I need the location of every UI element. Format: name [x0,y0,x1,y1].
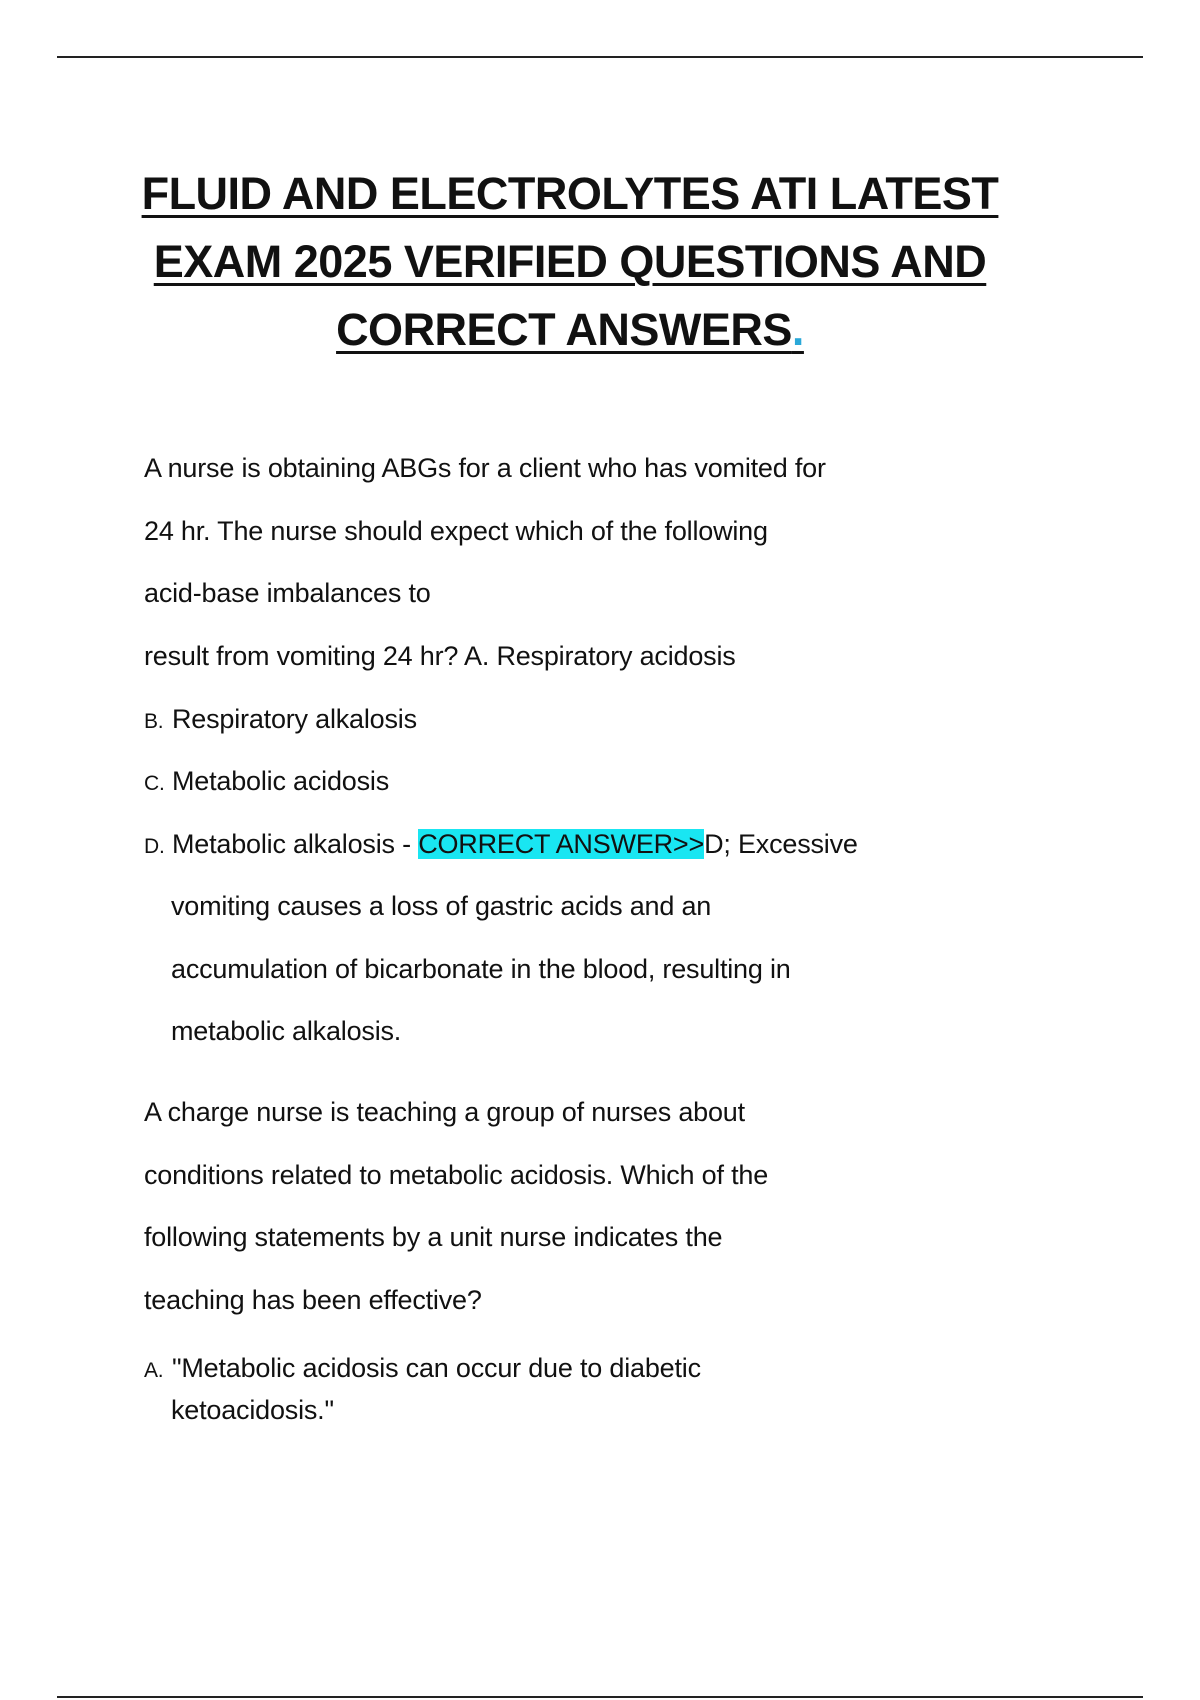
option-text: "Metabolic acidosis can occur due to diabetic [172,1353,701,1383]
option-letter: D. [144,835,165,858]
option-letter: A. [144,1359,164,1382]
correct-answer-highlight: CORRECT ANSWER>> [418,829,705,859]
title-trailing-dot: . [791,304,804,355]
q1-option-d [144,829,858,860]
q1-line-4: result from vomiting 24 hr? A. Respiratory acidosis [144,641,736,671]
answer-text: D; Excessive [704,829,858,859]
option-text: Metabolic acidosis [172,766,390,796]
option-text: Respiratory alkalosis [172,704,417,734]
q2-option-a [144,1353,701,1384]
q2-option-a-line-2: ketoacidosis." [171,1395,334,1425]
q1-rationale-line-1: vomiting causes a loss of gastric acids and an [171,891,712,921]
title-line-3 [100,296,1040,364]
q2-line-1: A charge nurse is teaching a group of nurses about [144,1097,745,1127]
option-letter: C. [144,772,165,795]
title-line-3-text: CORRECT ANSWERS [336,304,792,355]
q1-line-1: A nurse is obtaining ABGs for a client who has vomited for [144,453,826,483]
footer-rule [57,1696,1143,1698]
q1-rationale-line-3: metabolic alkalosis. [171,1016,402,1046]
q2-line-2: conditions related to metabolic acidosis. Which of the [144,1160,769,1190]
document-title [100,160,1040,364]
option-text: Metabolic alkalosis - [172,829,419,859]
option-letter: B. [144,710,164,733]
q1-option-c [144,766,389,797]
q1-rationale-line-2: accumulation of bicarbonate in the blood, resulting in [171,954,791,984]
q1-option-b [144,704,417,735]
q1-line-2: 24 hr. The nurse should expect which of the following [144,516,768,546]
title-line-1: FLUID AND ELECTROLYTES ATI LATEST [141,168,999,219]
title-line-2: EXAM 2025 VERIFIED QUESTIONS AND [153,236,987,287]
q2-line-4: teaching has been effective? [144,1285,482,1315]
header-rule [57,56,1143,58]
q2-line-3: following statements by a unit nurse indicates the [144,1222,723,1252]
q1-line-3: acid-base imbalances to [144,578,431,608]
